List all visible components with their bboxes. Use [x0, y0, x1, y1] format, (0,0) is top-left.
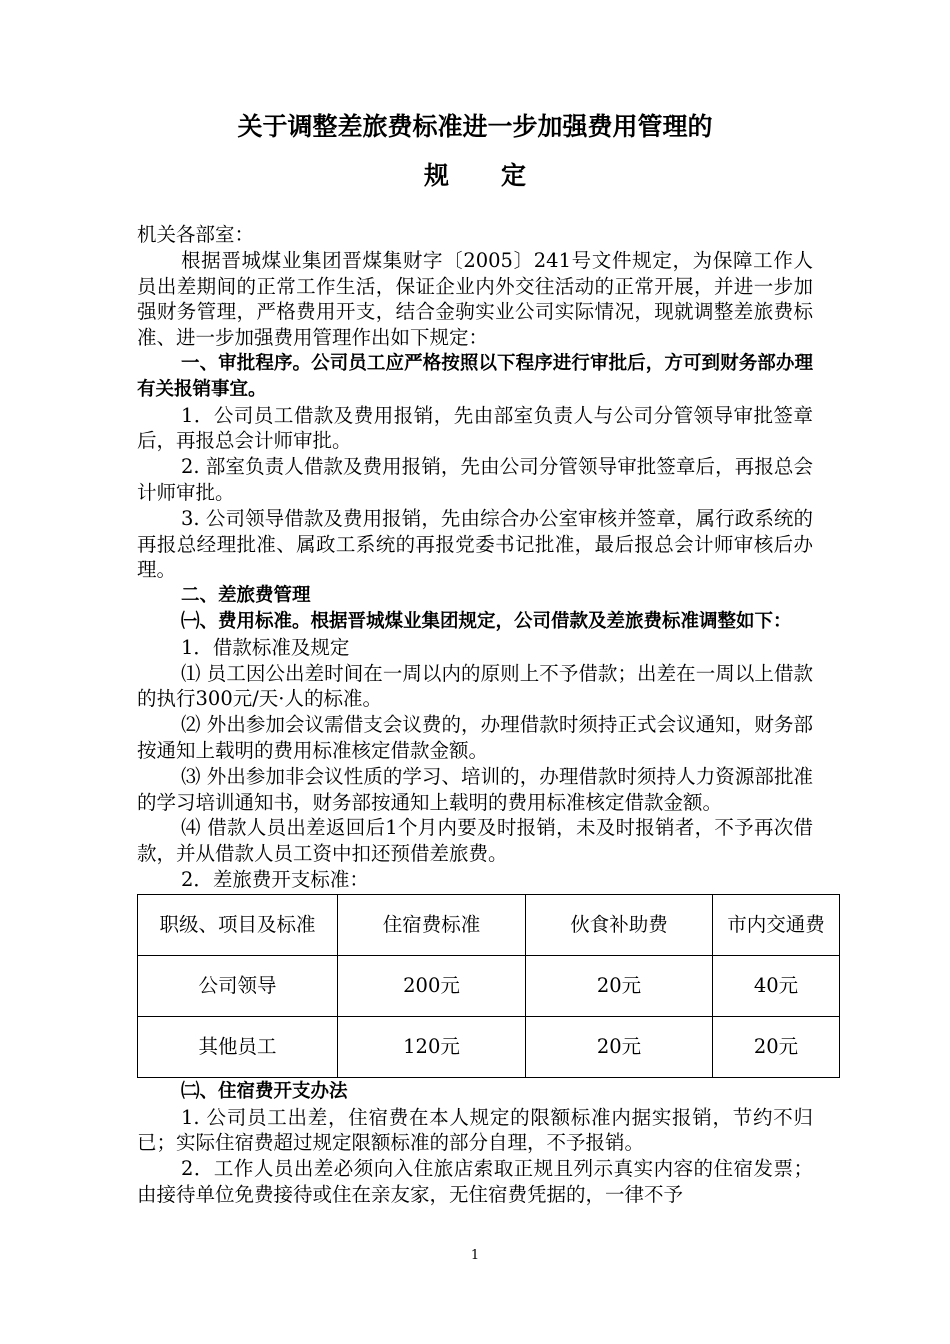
- table-header-cell: 伙食补助费: [526, 894, 713, 955]
- section2-sub2-heading: ㈡、住宿费开支办法: [181, 1080, 348, 1102]
- loan-item1: ⑴ 员工因公出差时间在一周以内的原则上不予借款；出差在一周以上借款的执行300元/天·人的标准。: [137, 661, 813, 711]
- section2-heading: 二、差旅费管理: [181, 585, 311, 607]
- table-cell: 20元: [526, 1016, 713, 1077]
- table-cell: 120元: [338, 1016, 526, 1077]
- document-title-line1: 关于调整差旅费标准进一步加强费用管理的: [237, 112, 713, 141]
- table-cell: 其他员工: [138, 1016, 338, 1077]
- loan-item3: ⑶ 外出参加非会议性质的学习、培训的，办理借款时须持人力资源部批准的学习培训通知书，财务部按通知上载明的费用标准核定借款金额。: [137, 764, 813, 814]
- document-body: [137, 222, 825, 1208]
- table-cell: 20元: [713, 1016, 840, 1077]
- table-row: [138, 955, 840, 1016]
- table-header-cell: 职级、项目及标准: [138, 894, 338, 955]
- loan-heading: 1．借款标准及规定: [181, 635, 350, 659]
- section1-item1: 1．公司员工借款及费用报销，先由部室负责人与公司分管领导审批签章后，再报总会计师审批。: [137, 403, 813, 453]
- lodging-item2: 2．工作人员出差必须向入住旅店索取正规且列示真实内容的住宿发票；由接待单位免费接待或住在亲友家，无住宿费凭据的，一律不予: [137, 1157, 813, 1206]
- table-cell: 公司领导: [138, 955, 338, 1016]
- table-row: [138, 1016, 840, 1077]
- section1-item2: 2. 部室负责人借款及费用报销，先由公司分管领导审批签章后，再报总会计师审批。: [137, 455, 813, 504]
- expense-standard-table: [137, 894, 840, 1078]
- salutation: 机关各部室：: [137, 223, 255, 246]
- table-cell: 20元: [526, 955, 713, 1016]
- expense-heading: 2．差旅费开支标准：: [181, 867, 369, 891]
- table-header-row: [138, 894, 840, 955]
- table-cell: 200元: [338, 955, 526, 1016]
- table-header-cell: 市内交通费: [713, 894, 840, 955]
- table-header-cell: 住宿费标准: [338, 894, 526, 955]
- lodging-item1: 1. 公司员工出差，住宿费在本人规定的限额标准内据实报销，节约不归已；实际住宿费超过规定限额标准的部分自理，不予报销。: [137, 1105, 813, 1155]
- section2-sub1-heading: ㈠、费用标准。根据晋城煤业集团规定，公司借款及差旅费标准调整如下：: [181, 610, 792, 632]
- intro-paragraph: 根据晋城煤业集团晋煤集财字〔2005〕241号文件规定，为保障工作人员出差期间的正常工作生活，保证企业内外交往活动的正常开展，并进一步加强财务管理，严格费用开支，结合金驹实业公司实际情况，现就调整差旅费标准、进一步加强费用管理作出如下规定：: [137, 248, 813, 350]
- loan-item2: ⑵ 外出参加会议需借支会议费的，办理借款时须持正式会议通知，财务部按通知上载明的费用标准核定借款金额。: [137, 713, 813, 762]
- section1-heading: 一、审批程序。公司员工应严格按照以下程序进行审批后，方可到财务部办理有关报销事宜。: [137, 352, 813, 400]
- document-title-line2: 规定: [423, 161, 578, 190]
- page-number: 1: [470, 1248, 480, 1263]
- loan-item4: ⑷ 借款人员出差返回后1个月内要及时报销，未及时报销者，不予再次借款，并从借款人员工资中扣还预借差旅费。: [137, 816, 813, 866]
- section1-item3: 3. 公司领导借款及费用报销，先由综合办公室审核并签章，属行政系统的再报总经理批准、属政工系统的再报党委书记批准，最后报总会计师审核后办理。: [137, 506, 813, 582]
- table-cell: 40元: [713, 955, 840, 1016]
